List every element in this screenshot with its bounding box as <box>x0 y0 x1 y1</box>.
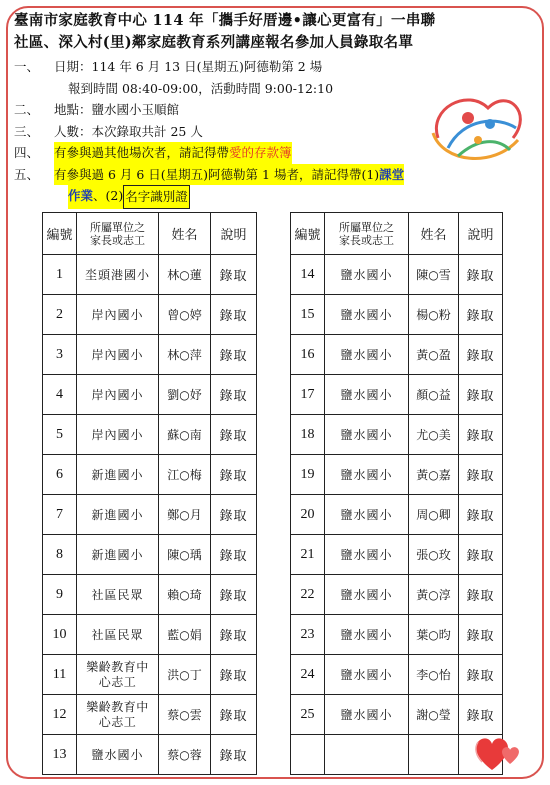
table-row: 9 社區民眾 賴○琦 錄取 <box>43 575 257 615</box>
table-row: 17 鹽水國小 顏○益 錄取 <box>291 375 503 415</box>
table-row: 23 鹽水國小 葉○昀 錄取 <box>291 615 503 655</box>
info-item-date: 一、 日期：114 年 6 月 13 日(星期五)阿德勒第 2 場 <box>14 59 323 74</box>
table-row: 18 鹽水國小 尤○美 錄取 <box>291 415 503 455</box>
header-unit: 所屬單位之 家長或志工 <box>325 213 409 255</box>
table-row: 22 鹽水國小 黃○淳 錄取 <box>291 575 503 615</box>
table-row: 12 樂齡教育中 心志工 蔡○雲 錄取 <box>43 695 257 735</box>
admission-table-left <box>42 212 257 775</box>
table-row: 8 新進國小 陳○瑀 錄取 <box>43 535 257 575</box>
table-row: 11 樂齡教育中 心志工 洪○丁 錄取 <box>43 655 257 695</box>
table-row: 25 鹽水國小 謝○瑩 錄取 <box>291 695 503 735</box>
name-badge-text: 名字識別證 <box>123 185 190 209</box>
table-row: 15 鹽水國小 楊○粉 錄取 <box>291 295 503 335</box>
table-row: 6 新進國小 江○梅 錄取 <box>43 455 257 495</box>
table-row: 2 岸內國小 曾○婷 錄取 <box>43 295 257 335</box>
table-row: 4 岸內國小 劉○妤 錄取 <box>43 375 257 415</box>
table-row: 21 鹽水國小 張○玫 錄取 <box>291 535 503 575</box>
table-row: 13 鹽水國小 蔡○蓉 錄取 <box>43 735 257 775</box>
page-title <box>14 10 538 54</box>
admission-table-right <box>290 212 503 775</box>
table-row: 24 鹽水國小 李○怡 錄取 <box>291 655 503 695</box>
info-item-count: 三、 人數：本次錄取共計 25 人 <box>14 123 203 139</box>
info-item-location: 二、 地點：鹽水國小玉順館 <box>14 102 180 117</box>
love-deposit-book-text: 愛的存款簿 <box>229 142 292 164</box>
header-note: 說明 <box>459 213 503 255</box>
table-row: 14 鹽水國小 陳○雪 錄取 <box>291 255 503 295</box>
homework-text: 課堂 <box>379 164 404 186</box>
header-number: 編號 <box>43 213 77 255</box>
info-item-reminder-1: 四、 有參與過其他場次者，請記得帶 愛的存款簿 <box>14 142 534 164</box>
family-education-logo-icon <box>418 78 536 174</box>
table-row: 19 鹽水國小 黃○嘉 錄取 <box>291 455 503 495</box>
table-row: 16 鹽水國小 黃○盈 錄取 <box>291 335 503 375</box>
table-header-row <box>291 213 503 255</box>
title-line-2: 社區、深入村(里)鄰家庭教育系列講座報名參加人員錄取名單 <box>14 34 414 51</box>
table-row: 10 社區民眾 藍○娟 錄取 <box>43 615 257 655</box>
info-item-reminder-2-cont: 作業 、(2) 名字識別證 <box>14 185 534 209</box>
table-row: 5 岸內國小 蘇○南 錄取 <box>43 415 257 455</box>
header-number: 編號 <box>291 213 325 255</box>
header-unit: 所屬單位之 家長或志工 <box>77 213 159 255</box>
table-row: 20 鹽水國小 周○卿 錄取 <box>291 495 503 535</box>
hearts-decoration-icon <box>470 730 526 776</box>
table-header-row <box>43 213 257 255</box>
header-name: 姓名 <box>409 213 459 255</box>
info-item-time: 報到時間 08:40-09:00，活動時間 9:00-12:10 <box>68 80 334 96</box>
table-row: 3 岸內國小 林○萍 錄取 <box>43 335 257 375</box>
header-name: 姓名 <box>159 213 211 255</box>
info-item-reminder-2: 五、 有參與過 6 月 6 日(星期五)阿德勒第 1 場者，請記得帶(1) 課堂 <box>14 164 534 186</box>
title-line-1: 臺南市家庭教育中心 114 年「攜手好厝邊•讓心更富有」一串聯 <box>14 12 436 29</box>
header-note: 說明 <box>211 213 257 255</box>
table-row: 1 坔頭港國小 林○蓮 錄取 <box>43 255 257 295</box>
table-row: 7 新進國小 鄭○月 錄取 <box>43 495 257 535</box>
